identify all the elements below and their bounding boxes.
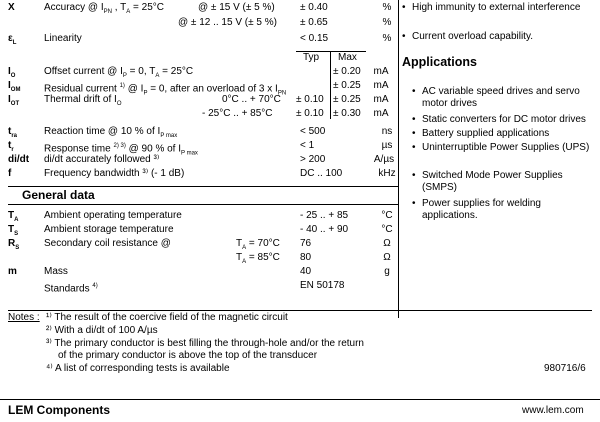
general-unit-ta: °C <box>381 210 393 221</box>
note-4: ⁴⁾ A list of corresponding tests is available <box>46 363 230 374</box>
general-cond-rs-70: $T_A = 70^\circ C$ <box>236 238 280 251</box>
linearity-symbol: $\varepsilon_L$ <box>8 33 17 46</box>
accuracy-unit1: % <box>382 2 392 13</box>
residual-unit: mA <box>373 80 389 91</box>
drift-unit2: mA <box>373 108 389 119</box>
response-label: Response time $^{2) 3)}$ @ 90 % of $I_{P max}$ <box>44 143 198 157</box>
accuracy-val2: ± 0.65 <box>300 17 328 28</box>
linearity-label: Linearity <box>44 33 82 44</box>
offset-symbol: $I_O$ <box>8 66 16 79</box>
note-3b: of the primary conductor is above the top of the transducer <box>58 350 318 361</box>
response-val: < 1 <box>300 140 315 151</box>
general-symbol-ta: $T_A$ <box>8 210 19 223</box>
general-unit-ts: °C <box>381 224 393 235</box>
accuracy-cond2: @ ± 12 .. 15 V (± 5 %) <box>178 17 277 28</box>
general-bottom-rule <box>8 204 398 205</box>
linearity-unit: % <box>382 33 392 44</box>
residual-symbol: $I_{OM}$ <box>8 80 21 93</box>
drift-max2: ± 0.30 <box>333 108 361 119</box>
drift-cond1: 0°C .. + 70°C <box>222 94 281 105</box>
application-item: • Power supplies for welding applications. <box>422 198 592 222</box>
general-unit-rs-70: Ω <box>383 238 391 249</box>
accuracy-symbol: X <box>8 2 15 13</box>
application-item: • AC variable speed drives and servo motor drives <box>422 86 592 110</box>
footer-rule <box>0 399 600 400</box>
applications-title: Applications <box>402 55 478 69</box>
offset-unit: mA <box>373 66 389 77</box>
footer-company: LEM Components <box>8 403 110 417</box>
general-val-ts: - 40 .. + 90 <box>300 224 349 235</box>
document-number: 980716/6 <box>544 363 586 374</box>
bandwidth-val: DC .. 100 <box>300 168 343 179</box>
general-val-ta: - 25 .. + 85 <box>300 210 349 221</box>
notes-top-rule <box>8 310 592 311</box>
application-item: • Uninterruptible Power Supplies (UPS) <box>422 142 592 154</box>
offset-max: ± 0.20 <box>333 66 361 77</box>
didt-label: di/dt accurately followed ³⁾ <box>44 154 160 165</box>
accuracy-unit2: % <box>382 17 392 28</box>
application-item: • Static converters for DC motor drives <box>422 114 597 126</box>
response-symbol: $t_r$ <box>8 140 14 153</box>
didt-unit: A/µs <box>373 154 395 165</box>
reaction-val: < 500 <box>300 126 326 137</box>
didt-val: > 200 <box>300 154 326 165</box>
general-label-ta: Ambient operating temperature <box>44 210 182 221</box>
note-1: ¹⁾ The result of the coercive field of the magnetic circuit <box>46 312 288 323</box>
general-label-m: Mass <box>44 266 68 277</box>
general-symbol-ts: $T_S$ <box>8 224 19 237</box>
feature-item: • Current overload capability. <box>412 31 582 43</box>
residual-max: ± 0.25 <box>333 80 361 91</box>
bandwidth-symbol: f <box>8 168 12 179</box>
general-title: General data <box>22 188 95 202</box>
drift-max1: ± 0.25 <box>333 94 361 105</box>
drift-cond2: - 25°C .. + 85°C <box>202 108 273 119</box>
reaction-label: Reaction time @ 10 % of $I_{P max}$ <box>44 126 178 139</box>
note-3a: ³⁾ The primary conductor is best filling the through-hole and/or the return <box>46 338 364 349</box>
general-val-rs-85: 80 <box>300 252 312 263</box>
drift-typ2: ± 0.10 <box>296 108 324 119</box>
general-label-ts: Ambient storage temperature <box>44 224 174 235</box>
general-unit-m: g <box>384 266 390 277</box>
accuracy-cond1: @ ± 15 V (± 5 %) <box>198 2 275 13</box>
drift-typ1: ± 0.10 <box>296 94 324 105</box>
bandwidth-unit: kHz <box>378 168 396 179</box>
feature-item: • High immunity to external interference <box>412 2 582 14</box>
footer-url: www.lem.com <box>522 405 584 416</box>
note-2: ²⁾ With a di/dt of 100 A/µs <box>46 325 158 336</box>
general-cond-rs-85: $T_A = 85^\circ C$ <box>236 252 280 265</box>
drift-unit1: mA <box>373 94 389 105</box>
drift-label: Thermal drift of $I_O$ <box>44 94 122 107</box>
max-header: Max <box>338 52 357 63</box>
didt-symbol: di/dt <box>8 154 30 165</box>
general-symbol-rs: $R_S$ <box>8 238 20 251</box>
accuracy-label: Accuracy @ $I_{PN}$ , $T_A = 25^\circ C$ <box>44 2 164 15</box>
general-val-standards: EN 50178 <box>300 280 345 291</box>
accuracy-val1: ± 0.40 <box>300 2 328 13</box>
linearity-val: < 0.15 <box>300 33 329 44</box>
reaction-symbol: $t_{ra}$ <box>8 126 18 139</box>
offset-label: Offset current @ $I_P = 0$, $T_A = 25^\circ C$ <box>44 66 194 79</box>
general-label-rs: Secondary coil resistance @ <box>44 238 171 249</box>
application-item: • Switched Mode Power Supplies (SMPS) <box>422 170 592 194</box>
general-unit-rs-85: Ω <box>383 252 391 263</box>
general-val-rs-70: 76 <box>300 238 312 249</box>
residual-label: Residual current $^{1)}$ @ $I_P = 0$, after an overload of 3 x $I_{PN}$ <box>44 83 287 97</box>
general-val-m: 40 <box>300 266 312 277</box>
general-symbol-m: m <box>8 266 17 277</box>
bandwidth-label: Frequency bandwidth ³⁾ (- 1 dB) <box>44 168 185 179</box>
drift-symbol: $I_{OT}$ <box>8 94 20 107</box>
response-unit: µs <box>381 140 393 151</box>
typ-max-divider <box>330 51 331 119</box>
general-label-standards: Standards $^{4)}$ <box>44 283 98 295</box>
notes-label: Notes : <box>8 312 40 323</box>
reaction-unit: ns <box>381 126 393 137</box>
application-item: • Battery supplied applications <box>422 128 592 140</box>
typ-header: Typ <box>303 52 320 63</box>
general-top-rule <box>8 186 398 187</box>
